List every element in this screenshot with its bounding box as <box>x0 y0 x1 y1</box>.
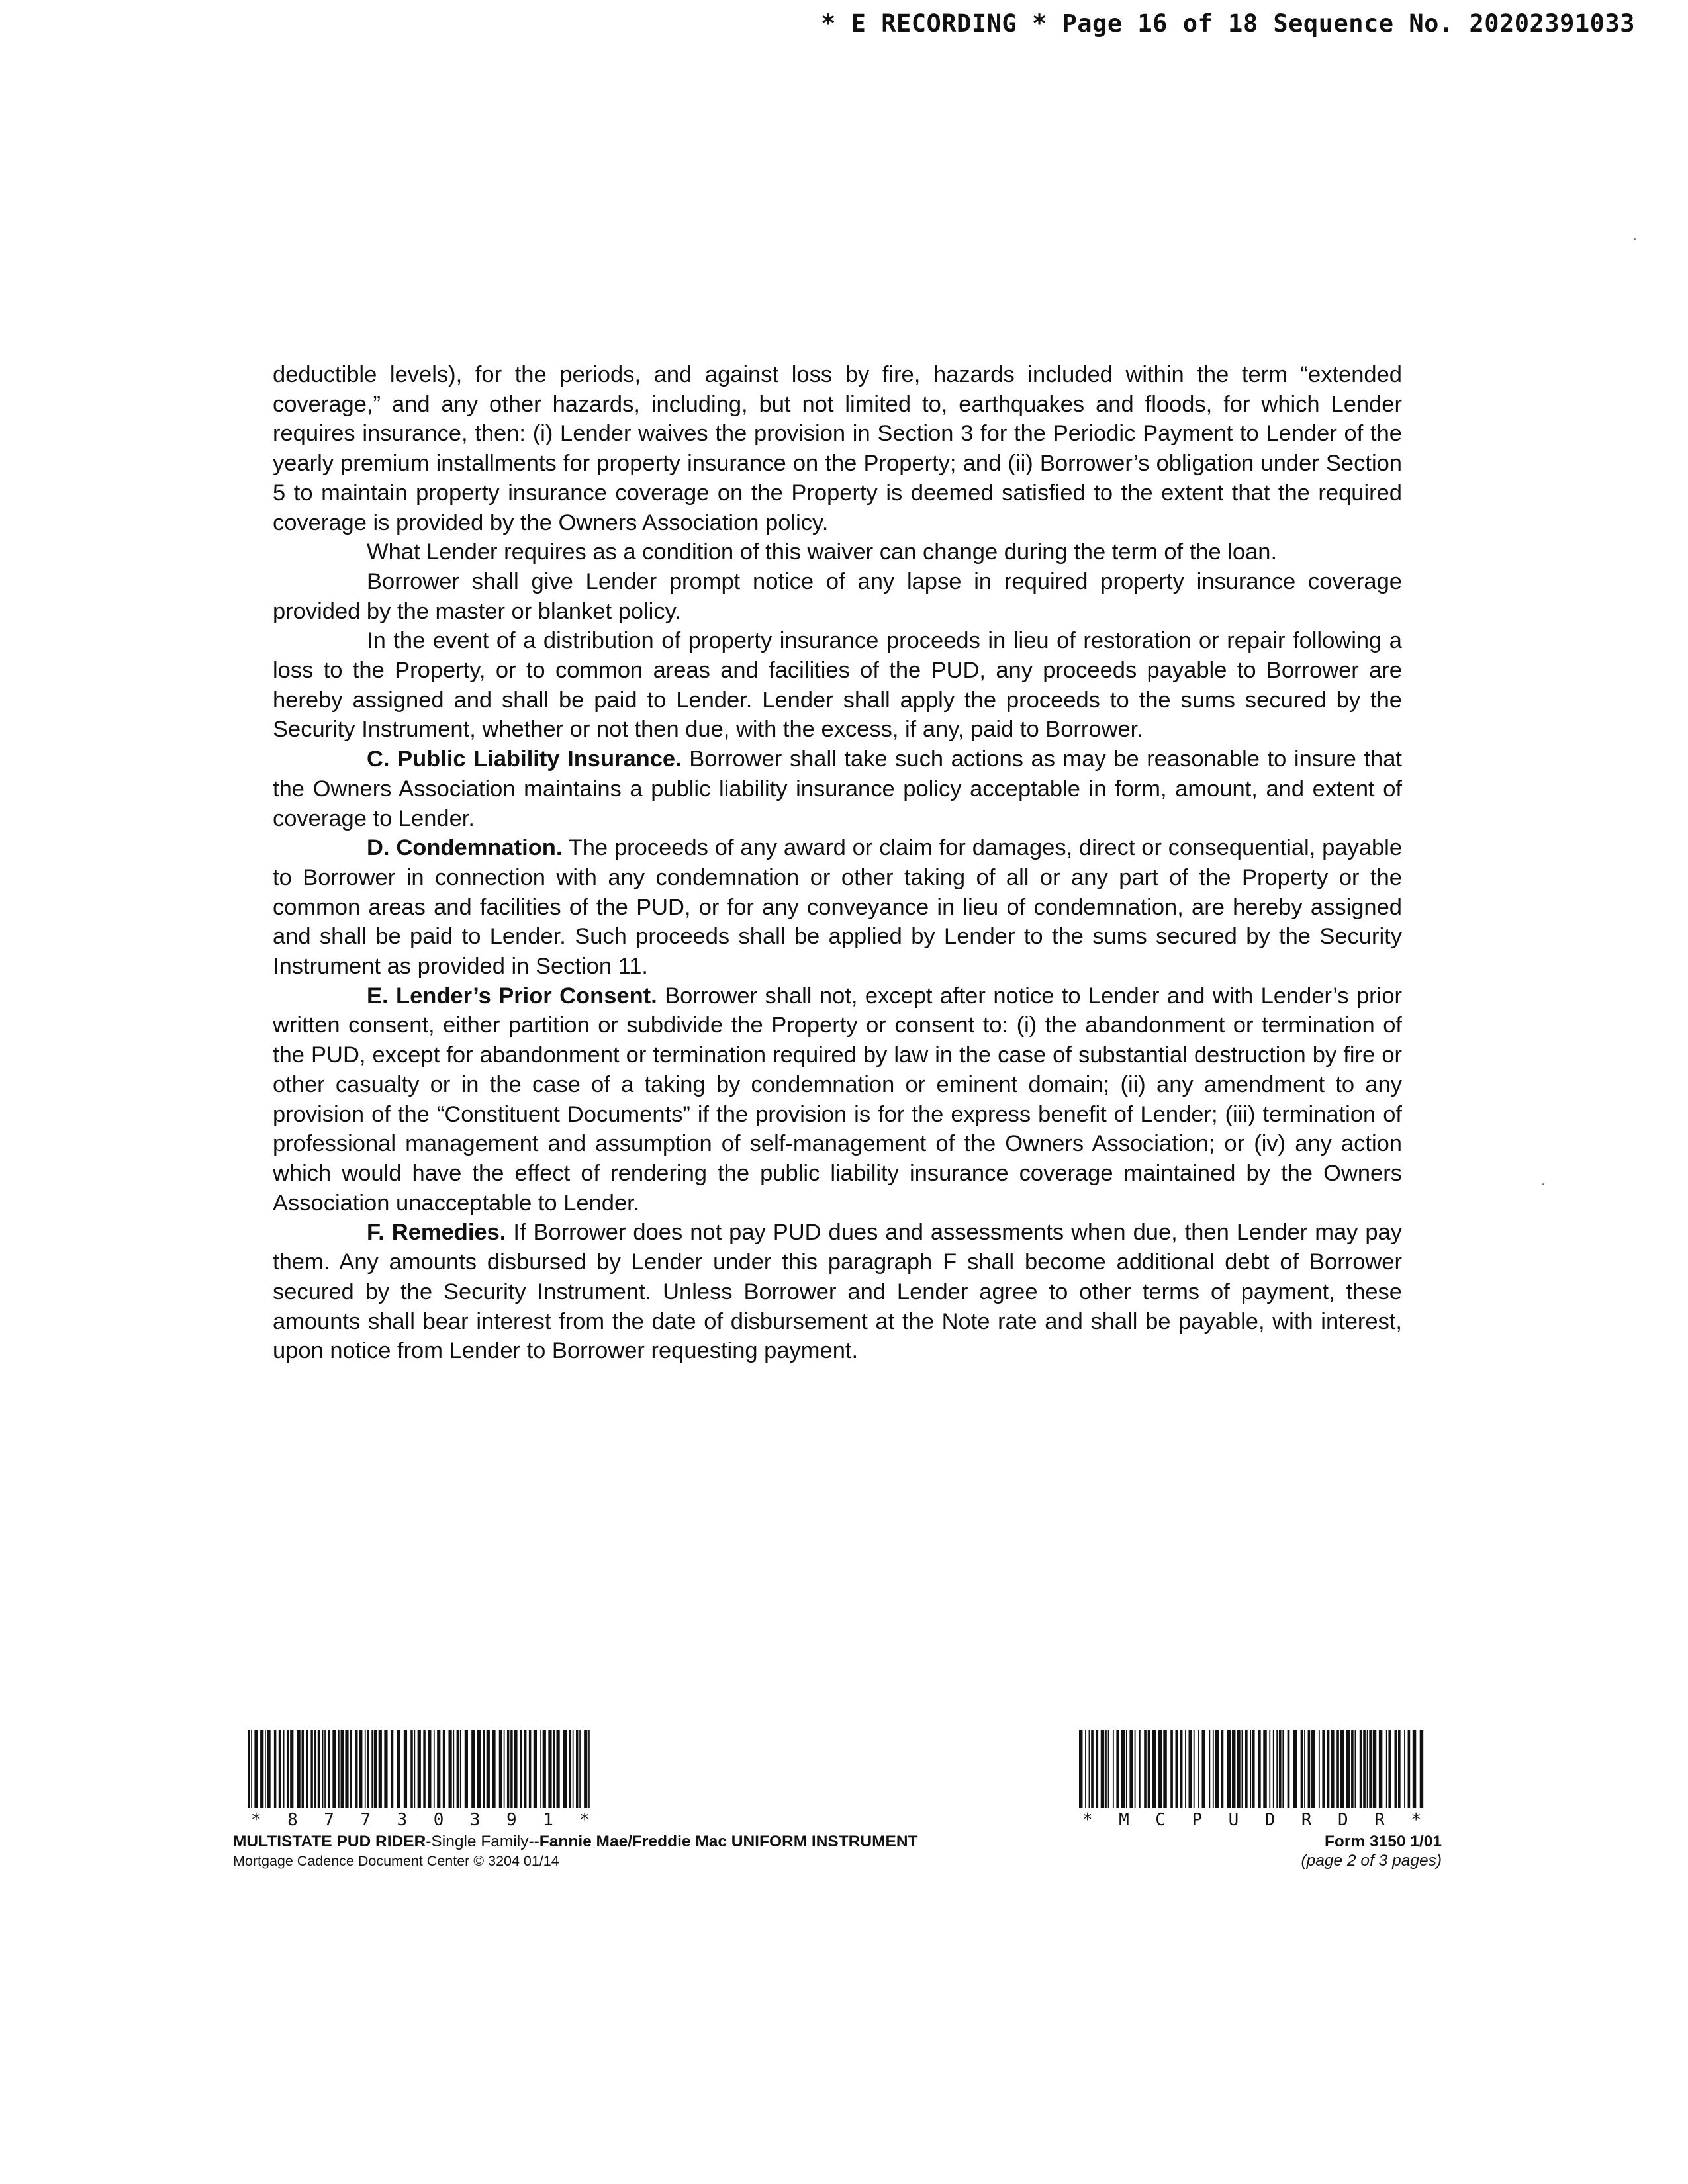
barcode-bar <box>340 1730 344 1808</box>
barcode-bar <box>507 1730 509 1808</box>
barcode-bar <box>584 1730 587 1808</box>
barcode-bar <box>1139 1730 1141 1808</box>
barcode-bar <box>428 1730 431 1808</box>
barcode-bar <box>1158 1730 1162 1808</box>
barcode-bar <box>379 1730 382 1808</box>
barcode-bar <box>557 1730 560 1808</box>
footer-form-number: Form 3150 1/01 <box>1324 1833 1442 1850</box>
section-d-heading: D. Condemnation. <box>367 835 563 861</box>
barcode-bar <box>540 1730 541 1808</box>
footer-title-part-1: MULTISTATE PUD RIDER <box>233 1833 426 1850</box>
section-f-text: If Borrower does not pay PUD dues and assessments when due, then Lender may pay them. Any amounts disbursed by Lender under this paragraph F shall become additional debt of Borrower secured by the Security Instrument. Unless Borrower and Lender agree to other terms of payment, these amounts shall bear interest from the date of disbursement at the Note rate and shall be payable, with interest, upon notice from Lender to Borrower requesting payment. <box>273 1220 1402 1364</box>
barcode-loan-number <box>248 1730 593 1829</box>
barcode-bar <box>1096 1730 1098 1808</box>
barcode-bar <box>248 1730 250 1808</box>
barcode-bar <box>457 1730 459 1808</box>
paragraph-waiver-condition: What Lender requires as a condition of this waiver can change during the term of the loan. <box>367 539 1278 565</box>
barcode-bar <box>437 1730 440 1808</box>
barcode-bar <box>1408 1730 1411 1808</box>
barcode-bar <box>397 1730 400 1808</box>
barcode-bar <box>1293 1730 1297 1808</box>
barcode-bar <box>1198 1730 1199 1808</box>
barcode-bar <box>477 1730 481 1808</box>
barcode-bar <box>1355 1730 1356 1808</box>
section-e-heading: E. Lender’s Prior Consent. <box>367 983 657 1009</box>
paragraph-lapse-notice: Borrower shall give Lender prompt notice of any lapse in required property insurance coverage provided by the master or blanket policy. <box>273 569 1402 624</box>
barcode-bar <box>1413 1730 1416 1808</box>
barcode-bar <box>318 1730 320 1808</box>
barcode-bar <box>1113 1730 1114 1808</box>
barcode-bar <box>520 1730 522 1808</box>
barcode-bar <box>492 1730 495 1808</box>
barcode-bar <box>1395 1730 1397 1808</box>
barcode-bar <box>423 1730 425 1808</box>
barcode-bar <box>1152 1730 1156 1808</box>
barcode-bar <box>1331 1730 1334 1808</box>
barcode-bar <box>283 1730 285 1808</box>
barcode-bar <box>487 1730 490 1808</box>
barcode-bar <box>374 1730 377 1808</box>
footer-title-part-2: -Single Family-- <box>426 1833 539 1850</box>
barcode-bar <box>460 1730 461 1808</box>
barcode-bar <box>310 1730 312 1808</box>
barcode-bar <box>1252 1730 1255 1808</box>
section-c-text: Borrower shall take such actions as may be reasonable to insure that the Owners Association maintains a public liability insurance policy acceptable in form, amount, and extent of coverage to Lender. <box>273 747 1403 831</box>
barcode-bar <box>1304 1730 1305 1808</box>
barcode-bar <box>553 1730 555 1808</box>
barcode-bar <box>324 1730 326 1808</box>
barcode-bar <box>371 1730 373 1808</box>
barcode-bar <box>306 1730 308 1808</box>
barcode-bar <box>1215 1730 1219 1808</box>
barcode-bar <box>1227 1730 1231 1808</box>
barcode-bar <box>514 1730 517 1808</box>
barcode-bar <box>569 1730 571 1808</box>
barcode-bar <box>465 1730 468 1808</box>
barcode-bar <box>1363 1730 1366 1808</box>
barcode-bar <box>1373 1730 1376 1808</box>
barcode-bar <box>1135 1730 1136 1808</box>
barcode-bar <box>1273 1730 1274 1808</box>
barcode-human-readable-text: *MCPUDRDR* <box>1082 1810 1421 1829</box>
barcode-bar <box>563 1730 567 1808</box>
barcode-bar <box>576 1730 578 1808</box>
barcode-bar <box>1250 1730 1251 1808</box>
recording-stamp-header: * E RECORDING * Page 16 of 18 Sequence No. 20202391033 <box>821 9 1635 38</box>
barcode-bar <box>365 1730 366 1808</box>
section-f-heading: F. Remedies. <box>367 1220 506 1246</box>
section-e-text: Borrower shall not, except after notice to Lender and with Lender’s prior written consent, either partition or subdivide the Property or consent to: (i) the abandonment or termination of the PUD, except for abandonment or termination required by law in the case of substantial destruction by fire or other casualty or in the case of a taking by condemnation or eminent domain; (ii) any amendment to any provision of the “Constituent Documents” if the provision is for the express benefit of Lender; (iii) termination of professional management and assumption of self-management of the Owners Association; or (iv) any action which would have the effect of rendering the public liability insurance coverage maintained by the Owners Association unacceptable to Lender. <box>273 983 1402 1216</box>
section-f-remedies <box>273 1218 1402 1366</box>
barcode-bar <box>414 1730 415 1808</box>
barcode-bar <box>1388 1730 1391 1808</box>
barcode-bar <box>534 1730 537 1808</box>
barcode-bar <box>1379 1730 1382 1808</box>
barcode-bar <box>328 1730 330 1808</box>
barcode-bar <box>367 1730 369 1808</box>
barcode-bar <box>1091 1730 1094 1808</box>
barcode-bar <box>1170 1730 1173 1808</box>
section-c-public-liability <box>273 745 1402 833</box>
barcode-bar <box>287 1730 289 1808</box>
barcode-bar <box>359 1730 362 1808</box>
barcode-bar <box>1346 1730 1350 1808</box>
barcode-bar <box>1148 1730 1150 1808</box>
barcode-bar <box>355 1730 357 1808</box>
barcode-bar <box>290 1730 293 1808</box>
barcode-bar <box>1108 1730 1109 1808</box>
barcode-bar <box>279 1730 281 1808</box>
barcode-bar <box>524 1730 526 1808</box>
barcode-bar <box>350 1730 352 1808</box>
barcode-bar <box>1319 1730 1320 1808</box>
barcode-bar <box>1398 1730 1401 1808</box>
barcode-human-readable-text: *87730391* <box>251 1810 590 1829</box>
barcode-bar <box>1360 1730 1362 1808</box>
barcode-bar <box>543 1730 546 1808</box>
barcode-bar <box>1340 1730 1344 1808</box>
barcode-bar <box>510 1730 512 1808</box>
barcode-bar <box>1237 1730 1240 1808</box>
barcode-bar <box>1276 1730 1278 1808</box>
barcode-bar <box>384 1730 387 1808</box>
barcode-bar <box>1279 1730 1282 1808</box>
barcode-bar <box>1126 1730 1127 1808</box>
barcode-bar <box>1242 1730 1243 1808</box>
paragraph-insurance-proceeds: In the event of a distribution of property insurance proceeds in lieu of restoration or repair following a loss to the Property, or to common areas and facilities of the PUD, any proceeds payable to Borrower are hereby assigned and shall be paid to Lender. Lender shall apply the proceeds to the sums secured by the Security Instrument, whether or not then due, with the excess, if any, paid to Borrower. <box>273 628 1402 743</box>
barcode-bar <box>1180 1730 1183 1808</box>
barcode-bar <box>254 1730 258 1808</box>
section-d-condemnation <box>273 833 1402 981</box>
barcode-bar <box>391 1730 393 1808</box>
barcode-bar <box>338 1730 340 1808</box>
barcode-bar <box>1336 1730 1339 1808</box>
barcode-bar <box>1089 1730 1090 1808</box>
barcode-bar <box>1085 1730 1086 1808</box>
barcode-bar <box>588 1730 590 1808</box>
barcode-bar <box>1369 1730 1372 1808</box>
barcode-bar <box>1327 1730 1330 1808</box>
barcode-bar <box>1282 1730 1284 1808</box>
barcode-bar <box>1269 1730 1270 1808</box>
barcode-bar <box>322 1730 324 1808</box>
barcode-bar <box>443 1730 445 1808</box>
barcode-bar <box>418 1730 421 1808</box>
barcode-bar <box>1116 1730 1119 1808</box>
barcode-bar <box>1144 1730 1147 1808</box>
barcode-bar <box>1420 1730 1423 1808</box>
barcode-bar <box>345 1730 348 1808</box>
barcode-bar <box>297 1730 301 1808</box>
barcode-bar <box>274 1730 276 1808</box>
barcode-bar <box>1308 1730 1311 1808</box>
barcode-bar <box>1209 1730 1210 1808</box>
barcode-bar <box>1351 1730 1354 1808</box>
barcode-bar <box>1386 1730 1387 1808</box>
footer-form-title <box>233 1832 918 1852</box>
barcode-bar <box>471 1730 475 1808</box>
section-c-heading: C. Public Liability Insurance. <box>367 747 682 772</box>
barcode-bar <box>1185 1730 1186 1808</box>
barcode-bar <box>1163 1730 1166 1808</box>
barcode-bar <box>1232 1730 1235 1808</box>
scan-speck <box>1542 1183 1544 1185</box>
barcode-bar <box>1189 1730 1192 1808</box>
barcode-bar <box>453 1730 454 1808</box>
footer-form-number-block <box>1301 1832 1442 1870</box>
barcode-bar <box>1322 1730 1325 1808</box>
paragraph-insurance-coverage: deductible levels), for the periods, and against loss by fire, hazards included within the term “extended coverage,” and any other hazards, including, but not limited to, earthquakes and floods, for which Lender requires insurance, then: (i) Lender waives the provision in Section 3 for the Periodic Payment to Lender of the yearly premium installments for property insurance on the Property; and (ii) Borrower’s obligation under Section 5 to maintain property insurance coverage on the Property is deemed satisfied to the extent that the required coverage is provided by the Owners Association policy. <box>273 362 1402 535</box>
scan-speck <box>1634 238 1636 240</box>
barcode-bar <box>1245 1730 1248 1808</box>
barcode-bar <box>1121 1730 1125 1808</box>
barcode-bar <box>448 1730 451 1808</box>
barcode-bar <box>1176 1730 1178 1808</box>
barcode-bar <box>1404 1730 1405 1808</box>
barcode-bar <box>573 1730 574 1808</box>
barcode-bar <box>404 1730 407 1808</box>
barcode-bar <box>504 1730 505 1808</box>
barcode-bar <box>1129 1730 1133 1808</box>
barcode-bar <box>1194 1730 1195 1808</box>
barcode-bar <box>332 1730 336 1808</box>
barcode-bar <box>1101 1730 1104 1808</box>
barcode-bar <box>1202 1730 1205 1808</box>
section-e-lenders-prior-consent <box>273 981 1402 1218</box>
barcode-bar <box>410 1730 412 1808</box>
barcode-bar <box>483 1730 485 1808</box>
barcode-bar <box>1221 1730 1224 1808</box>
document-body <box>273 360 1402 1366</box>
barcode-bar <box>1301 1730 1303 1808</box>
barcode-bar <box>1079 1730 1082 1808</box>
barcode-bar <box>265 1730 266 1808</box>
footer-title-part-3: Fannie Mae/Freddie Mac UNIFORM INSTRUMENT <box>539 1833 918 1850</box>
barcode-bar <box>251 1730 252 1808</box>
barcode-bar <box>499 1730 502 1808</box>
barcode-bar <box>529 1730 531 1808</box>
barcode-form-code <box>1079 1730 1425 1829</box>
barcode-bar <box>267 1730 270 1808</box>
barcode-bar <box>1258 1730 1261 1808</box>
barcode-bar <box>579 1730 581 1808</box>
barcode-bar <box>434 1730 435 1808</box>
barcode-bar <box>1367 1730 1368 1808</box>
barcode-bar <box>1213 1730 1214 1808</box>
barcode-bar <box>1288 1730 1290 1808</box>
barcode-bar <box>1263 1730 1266 1808</box>
barcode-bar <box>260 1730 263 1808</box>
barcode-bar <box>314 1730 316 1808</box>
barcode-form-code-graphic <box>1079 1730 1425 1829</box>
footer-page-count: (page 2 of 3 pages) <box>1301 1852 1442 1870</box>
barcode-bar <box>548 1730 551 1808</box>
footer-document-center: Mortgage Cadence Document Center © 3204 01/14 <box>233 1853 559 1869</box>
barcode-bar <box>1311 1730 1315 1808</box>
section-d-text: The proceeds of any award or claim for damages, direct or consequential, payable to Borrower in connection with any condemnation or other taking of all or any part of the Property or the common areas and facilities of the PUD, or for any conveyance in lieu of condemnation, are hereby assigned and shall be paid to Lender. Such proceeds shall be applied by Lender to the sums secured by the Security Instrument as provided in Section 11. <box>273 835 1403 979</box>
footer-form-title-block <box>233 1832 918 1870</box>
barcode-bar <box>302 1730 304 1808</box>
barcode-bar <box>1105 1730 1107 1808</box>
barcode-loan-number-graphic <box>248 1730 593 1829</box>
